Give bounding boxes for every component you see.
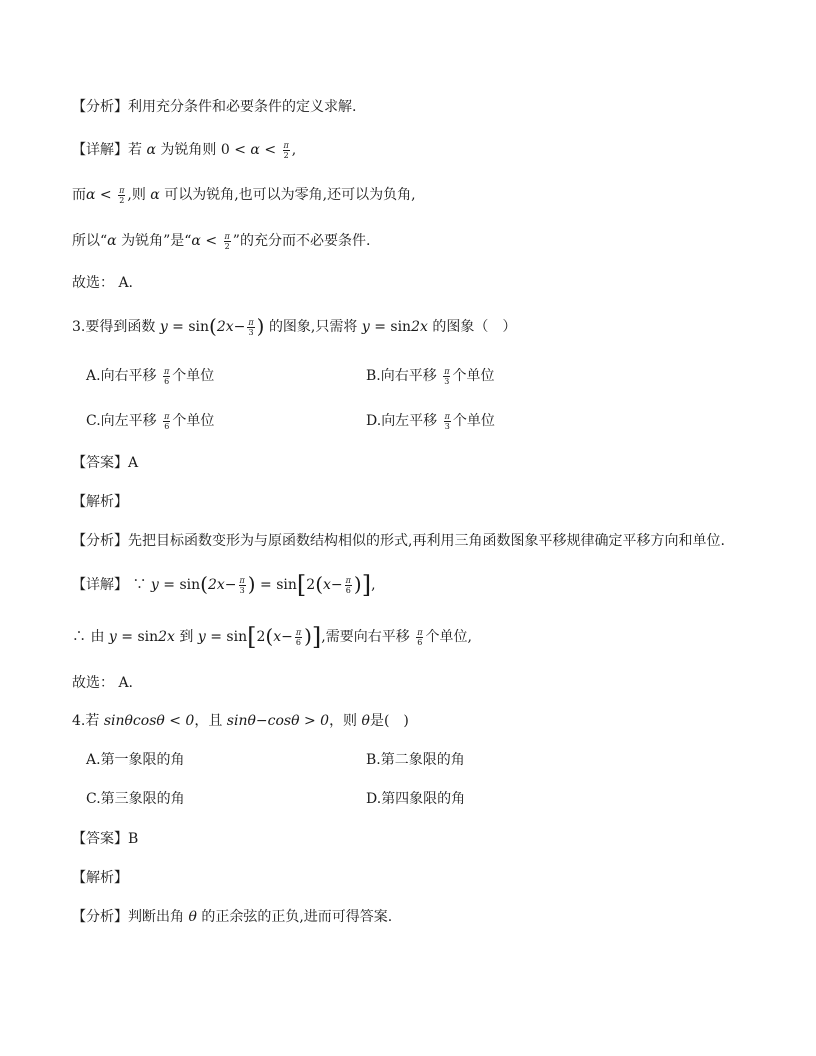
q4-analysis <box>72 907 392 927</box>
q4-analysis-suffix: 的正余弦的正负,进而可得答案. <box>201 909 393 925</box>
q4-cond2: sinθ−cosθ > 0 <box>226 713 330 729</box>
q3-option-a: A.向右平移 $\frac{\pi}{6}$ 个单位 <box>86 366 215 386</box>
fraction-pi-over-6: $\frac{\pi}{6}$ <box>417 627 423 647</box>
math-minus: − <box>233 319 246 335</box>
lt: < <box>264 142 277 158</box>
q3-option-c: C.向左平移 $\frac{\pi}{6}$ 个单位 <box>86 411 215 431</box>
math-2x: 2x <box>216 319 234 335</box>
comma: , <box>291 142 297 158</box>
fraction-pi-over-3: $\frac{\pi}{3}$ <box>239 575 245 595</box>
q2-line3-mid: ,则 <box>127 187 146 203</box>
q2-line3-suffix: 可以为锐角,也可以为零角,还可以为负角, <box>164 187 416 203</box>
q4-explain: 【解析】 <box>72 870 128 886</box>
alpha-symbol: α <box>146 142 156 158</box>
q3-question: 3.要得到函数 y = sin(2x− $\frac{\pi}{3}$ ) 的图象,只需将 y = sin2x 的图象（ ） <box>72 314 517 338</box>
fraction-pi-over-2: $\frac{\pi}{2}$ <box>224 231 230 251</box>
q4-option-d: D.第四象限的角 <box>366 791 466 807</box>
q2-detail <box>72 140 296 160</box>
fraction-pi-over-2: $\frac{\pi}{2}$ <box>119 185 125 205</box>
q3-option-b: B.向右平移 $\frac{\pi}{3}$ 个单位 <box>366 366 495 386</box>
math-2x: 2x <box>411 319 428 335</box>
q4-question <box>72 711 409 731</box>
q3-question-mid: 的图象,只需将 <box>268 319 358 335</box>
q2-line3 <box>72 185 416 205</box>
q3-explain: 【解析】 <box>72 494 128 510</box>
alpha-symbol: α <box>86 187 96 203</box>
q3-detail: 【详解】 ∵ y = sin(2x− $\frac{\pi}{3}$ ) = sin[2(x− $\frac{\pi}{6}$ )], <box>72 571 376 599</box>
fraction-pi-over-6: $\frac{\pi}{6}$ <box>345 575 351 595</box>
q2-detail-prefix: 【详解】若 <box>72 142 142 158</box>
alpha-symbol: α <box>150 187 160 203</box>
fraction-pi-over-3: $\frac{\pi}{3}$ <box>248 317 254 337</box>
q3-therefore: ∴ 由 y = sin2x 到 y = sin[2(x− $\frac{\pi}{6}$ )],需要向右平移 $\frac{\pi}{6}$ 个单位, <box>72 623 472 651</box>
q2-line4-prefix: 所以“ <box>72 233 108 249</box>
q2-analysis: 【分析】利用充分条件和必要条件的定义求解. <box>72 99 357 115</box>
lt: < <box>99 187 112 203</box>
alpha-symbol: α <box>250 142 260 158</box>
because-symbol: ∵ <box>132 577 147 593</box>
q4-option-a: A.第一象限的角 <box>86 752 185 768</box>
q3-question-prefix: 3.要得到函数 <box>72 319 156 335</box>
math-sin: sin <box>390 319 412 335</box>
q2-answer-line: 故选： A. <box>72 275 134 291</box>
q3-answer-line: 故选： A. <box>72 675 134 691</box>
q2-line3-prefix: 而 <box>72 187 86 203</box>
lt: < <box>205 233 218 249</box>
q4-option-b: B.第二象限的角 <box>366 752 465 768</box>
q3-option-d: D.向左平移 $\frac{\pi}{3}$ 个单位 <box>366 411 495 431</box>
alpha-symbol: α <box>191 233 201 249</box>
q3-detail-prefix: 【详解】 <box>72 577 128 593</box>
fraction-pi-over-6: $\frac{\pi}{6}$ <box>295 627 302 647</box>
math-sin: sin <box>188 319 210 335</box>
q4-option-c: C.第三象限的角 <box>86 791 185 807</box>
theta-symbol: θ <box>361 713 370 729</box>
q2-detail-mid: 为锐角则 <box>160 142 217 158</box>
math-y-eq: y = <box>159 319 189 335</box>
theta-symbol: θ <box>188 909 197 925</box>
q4-question-prefix: 4.若 <box>72 713 100 729</box>
q2-line4-suffix: ”的充分而不必要条件. <box>232 233 371 249</box>
q3-analysis: 【分析】先把目标函数变形为与原函数结构相似的形式,再利用三角函数图象平移规律确定平移方向和单位. <box>72 533 725 549</box>
lt: < <box>234 142 246 158</box>
q3-question-suffix: 的图象（ ） <box>432 319 517 335</box>
q4-mid: ，且 <box>194 713 223 729</box>
alpha-symbol: α <box>107 233 117 249</box>
q4-suffix-pre: ，则 <box>329 713 358 729</box>
zero: 0 <box>220 142 230 158</box>
q4-suffix-post: 是( ) <box>369 713 409 729</box>
math-y-eq: y = <box>361 319 391 335</box>
q2-line4 <box>72 231 370 251</box>
fraction-pi-over-2: $\frac{\pi}{2}$ <box>283 140 289 160</box>
q2-line4-mid: 为锐角”是“ <box>121 233 192 249</box>
q4-answer: 【答案】B <box>72 831 139 847</box>
q4-analysis-prefix: 【分析】判断出角 <box>72 909 184 925</box>
q4-cond1: sinθcosθ < 0 <box>103 713 195 729</box>
therefore-prefix: ∴ 由 <box>72 629 105 645</box>
q3-answer: 【答案】A <box>72 455 139 471</box>
